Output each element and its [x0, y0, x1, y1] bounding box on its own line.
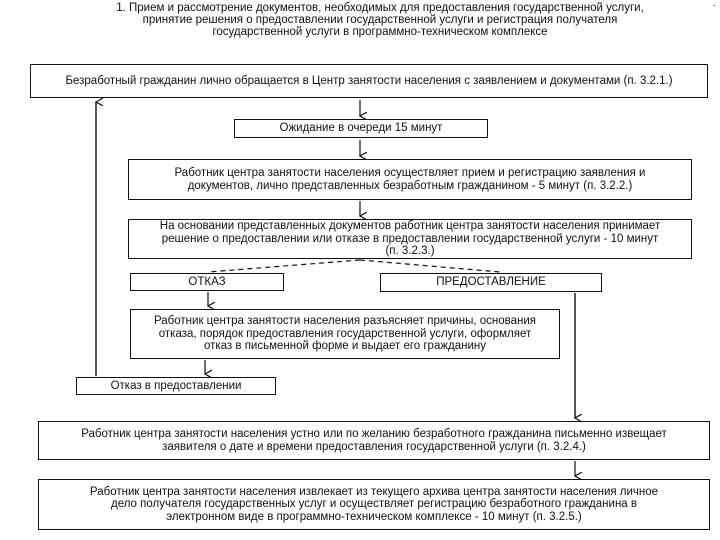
step-decision-text: На основании представленных документов работник центра занятости населения принимает решение о предоставлении или отказе в предоставлении государственной услуги - 10 минут (п. 3.2.3.): [159, 220, 661, 258]
grant-box: [380, 273, 602, 292]
refusal-box: [130, 273, 284, 291]
notifies-text: Работник центра занятости населения устно или по желанию безработного гражданина письменно извещает заявителя о дате и времени предоставления государственной услуги (п. 3.2.4.): [81, 428, 667, 453]
diagram-title: 1. Прием и рассмотрение документов, необходимых для предоставления государственной услуги, принятие решения о предоставлении государственной услуги и регистрация получателя государственной услуги в программно-техническом комплексе: [116, 2, 644, 38]
step-registration-box: [128, 159, 692, 200]
step-decision-box: [128, 219, 692, 259]
archive-text: Работник центра занятости населения извлекает из текущего архива центра занятости населения личное дело получателя государственных услуг и осуществляет регистрацию безработного гражданина в электронном виде в программно-техническом комплексе - 10 минут (п. 3.2.5.): [89, 485, 659, 523]
step-queue-text: Ожидание в очереди 15 минут: [279, 122, 443, 135]
refusal-text: ОТКАЗ: [188, 275, 226, 288]
explains-box: [130, 309, 560, 359]
step-registration-text: Работник центра занятости населения осуществляет прием и регистрацию заявления и документов, лично представленных безработным гражданином - 5 минут (п. 3.2.2.): [174, 167, 646, 192]
archive-box: [38, 479, 710, 530]
branch-to-refusal: [208, 260, 360, 272]
refused-box: [76, 377, 276, 395]
step-queue-box: [234, 119, 488, 138]
corner-mark: ·: [712, 0, 716, 11]
grant-text: ПРЕДОСТАВЛЕНИЕ: [436, 276, 546, 289]
branch-to-grant: [360, 260, 500, 272]
step-applies-text: Безработный гражданин лично обращается в Центр занятости населения с заявлением и документами (п. 3.2.1.): [65, 74, 673, 87]
explains-text: Работник центра занятости населения разъясняет причины, основания отказа, порядок предоставления государственной услуги, оформляет отказ в письменной форме и выдает его гражданину: [153, 315, 536, 353]
step-applies-box: [30, 64, 708, 98]
notifies-box: [38, 421, 710, 460]
refused-text: Отказ в предоставлении: [110, 379, 242, 392]
